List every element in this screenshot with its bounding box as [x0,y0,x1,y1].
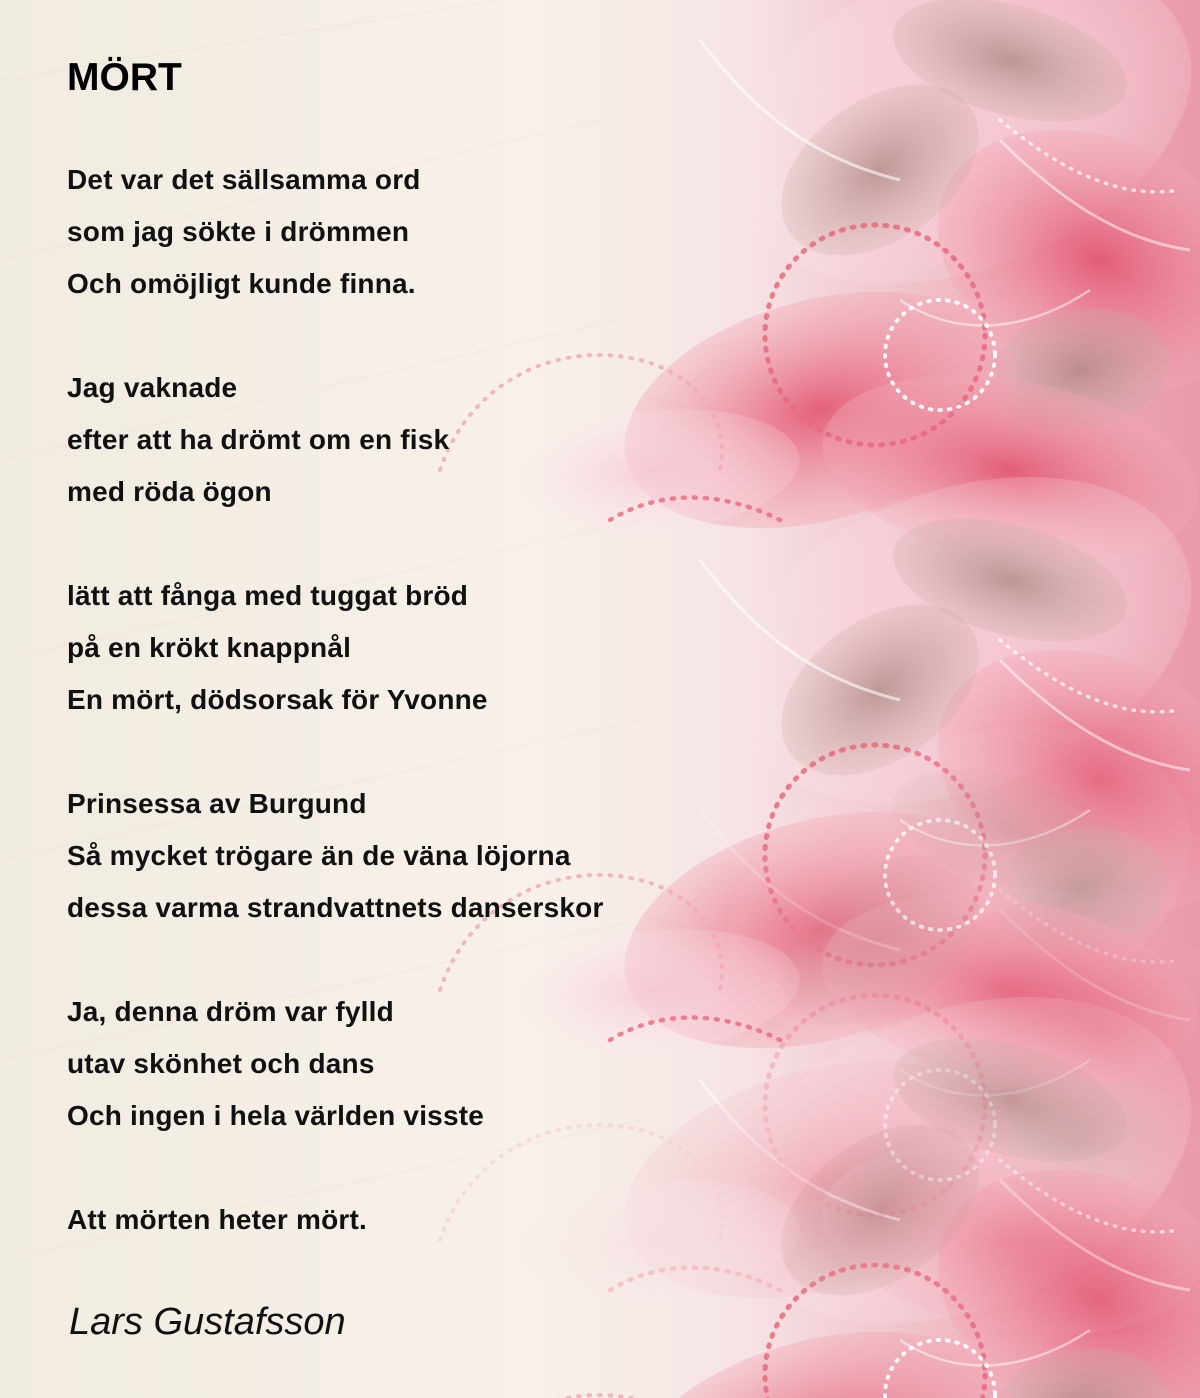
stanza [67,362,604,518]
stanza [67,154,604,310]
poem-line: med röda ögon [67,476,272,507]
poem-line: Och omöjligt kunde finna. [67,268,416,299]
poem-line: efter att ha drömt om en fisk [67,424,450,455]
poem-line: En mört, dödsorsak för Yvonne [67,684,488,715]
poem-line: som jag sökte i drömmen [67,216,410,247]
poem-line: utav skönhet och dans [67,1048,375,1079]
stanza [67,986,604,1142]
poem-line: på en krökt knappnål [67,632,352,663]
poem-title: MÖRT [67,56,182,99]
poem-line: Prinsessa av Burgund [67,788,367,819]
poem-line: Så mycket trögare än de väna löjorna [67,840,571,871]
poem-line: dessa varma strandvattnets danserskor [67,892,604,923]
stanza [67,570,604,726]
poem-line: Ja, denna dröm var fylld [67,996,394,1027]
stanza [67,778,604,934]
stanza [67,1194,604,1246]
poem-line: Det var det sällsamma ord [67,164,421,195]
poem-author: Lars Gustafsson [69,1301,346,1343]
poem-line: lätt att fånga med tuggat bröd [67,580,469,611]
poem-line: Jag vaknade [67,372,238,403]
poem-body [67,154,604,1298]
poem-line: Och ingen i hela världen visste [67,1100,485,1131]
poem-line: Att mörten heter mört. [67,1204,367,1235]
